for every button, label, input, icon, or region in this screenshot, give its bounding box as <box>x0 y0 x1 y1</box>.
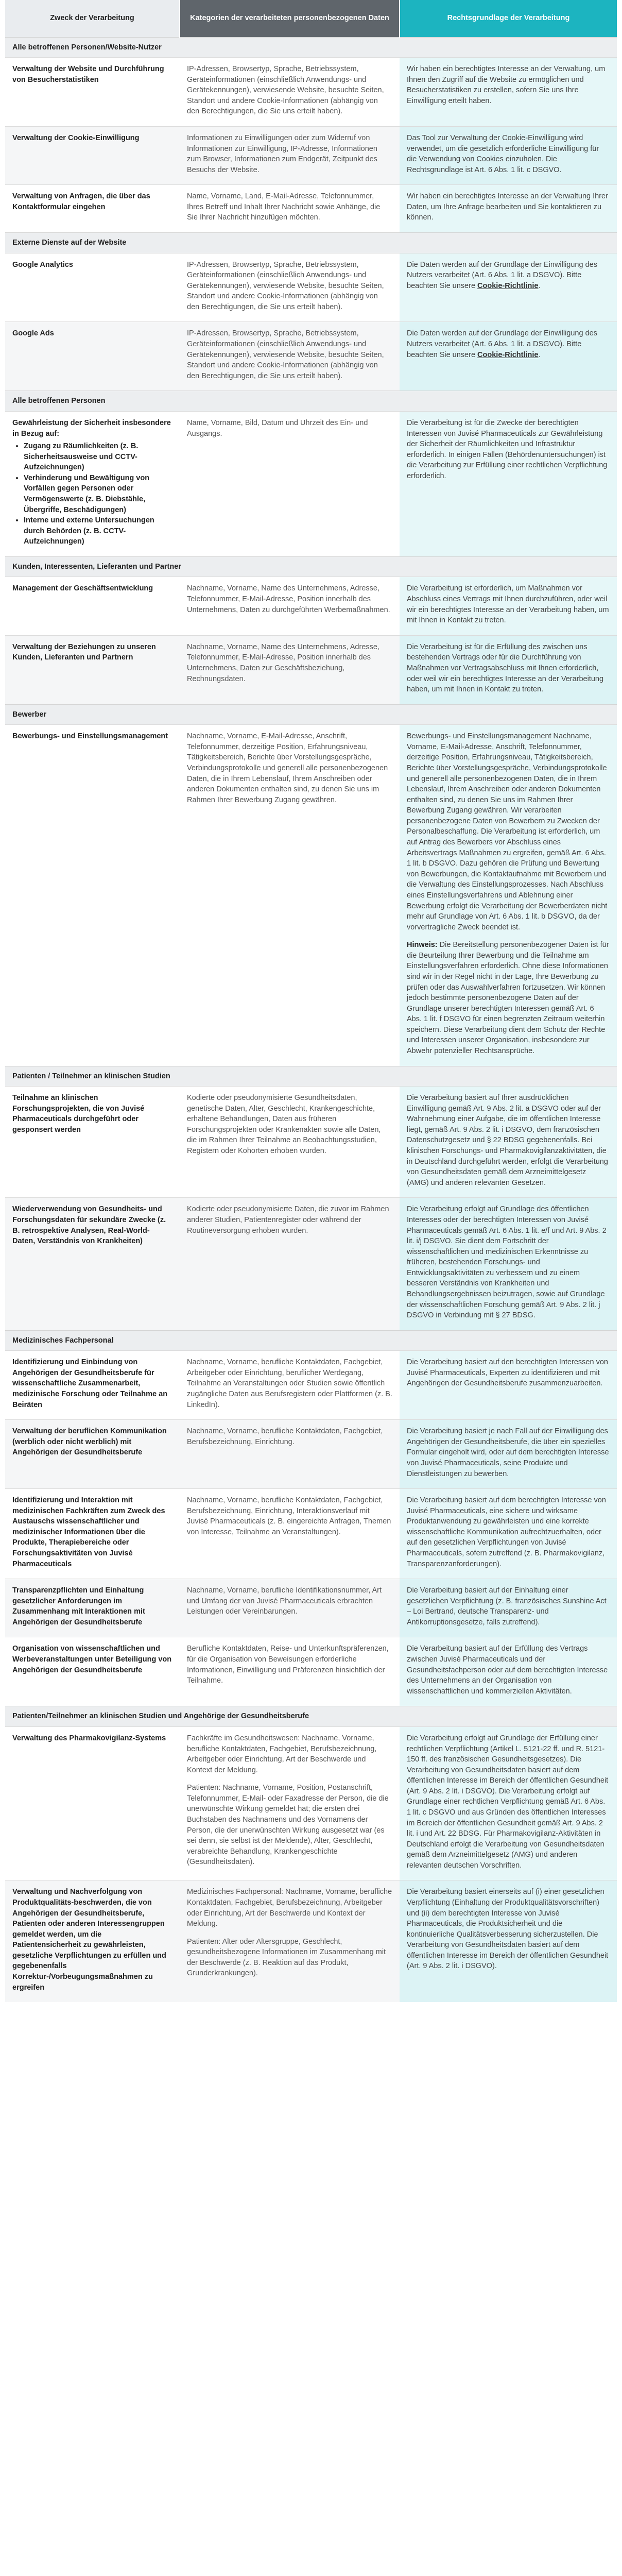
table-row <box>5 1726 617 1880</box>
list-item: • Verhinderung und Bewältigung von Vorfällen gegen Personen oder Vermögenswerte (z. B. Diebstähle, Übergriffe, Beschädigungen) <box>24 473 172 515</box>
list-item: • Interne und externe Untersuchungen durch Behörden (z. B. CCTV-Aufzeichnungen) <box>24 515 172 547</box>
purpose-cell: Organisation von wissenschaftlichen und Werbeveranstaltungen unter Beteiligung von Angehörigen der Gesundheitsberufe <box>5 1637 180 1706</box>
categories-cell: Nachname, Vorname, berufliche Identifikationsnummer, Art und Umfang der von Juvisé Pharmaceuticals erbrachten Leistungen oder Vereinbarungen. <box>180 1579 400 1637</box>
legal-basis-cell: Die Verarbeitung erfolgt auf Grundlage des öffentlichen Interesses oder der berechtigten Interessen von Juvisé Pharmaceuticals gemäß Art. 6 Abs. 1 lit. e/f und Art. 9 Abs. 2 lit. i/j DSGVO. Sie dient dem Fortschritt der wissenschaftlichen und medizinischen Erkenntnisse zu früheren, bestehenden Forschungs- und Entwicklungsaktivitäten zu verbessern und zu einem besseren Verständnis von Krankheiten und Behandlungsergebnissen beizutragen, sowie auf Grundlage der wissenschaftlichen Forschung gemäß Art. 9 Abs. 2 lit. j DSGVO in Verbindung mit § 27 BDSG. <box>400 1198 617 1330</box>
list-item: • Zugang zu Räumlichkeiten (z. B. Sicherheitsausweise und CCTV-Aufzeichnungen) <box>24 441 172 473</box>
section-row <box>5 1330 617 1351</box>
legal-text-end: . <box>538 281 541 290</box>
table-row <box>5 1198 617 1330</box>
section-row <box>5 1706 617 1727</box>
table-row <box>5 1579 617 1637</box>
table-row <box>5 322 617 391</box>
categories-cell: Nachname, Vorname, berufliche Kontaktdaten, Fachgebiet, Berufsbezeichnung, Einrichtung. <box>180 1420 400 1489</box>
section-title: Patienten / Teilnehmer an klinischen Studien <box>5 1066 617 1087</box>
purpose-cell: Verwaltung des Pharmakovigilanz-Systems <box>5 1726 180 1880</box>
categories-cell: Informationen zu Einwilligungen oder zum Widerruf von Informationen zur Einwilligung, IP-Adresse, Informationen zum Browser, Informationen zum Endgerät, Zeitpunkt des Besuchs der Website. <box>180 126 400 184</box>
legal-note <box>407 940 610 1056</box>
section-row <box>5 391 617 412</box>
categories-cell: IP-Adressen, Browsertyp, Sprache, Betriebssystem, Geräteinformationen (einschließlich Anwendungs- und Gerätekennungen), verwiesende Website, besuchte Seiten, Standort und andere Cookie-Informationen (abhängig von den Berechtigungen, die Sie uns erteilt haben). <box>180 253 400 322</box>
categories-cell: Kodierte oder pseudonymisierte Daten, die zuvor im Rahmen anderer Studien, Patientenregister oder während der Routineversorgung erhoben wurden. <box>180 1198 400 1330</box>
categories-cell: IP-Adressen, Browsertyp, Sprache, Betriebssystem, Geräteinformationen (einschließlich Anwendungs- und Gerätekennungen), verwiesende Website, besuchte Seiten, Standort und andere Cookie-Informationen (abhängig von den Berechtigungen, die Sie uns erteilt haben). <box>180 322 400 391</box>
purpose-cell: Verwaltung der Website und Durchführung von Besucherstatistiken <box>5 58 180 127</box>
table-row <box>5 185 617 233</box>
table-row <box>5 635 617 704</box>
table-row <box>5 1880 617 2002</box>
legal-basis-cell: Die Verarbeitung basiert auf der Erfüllung des Vertrags zwischen Juvisé Pharmaceuticals und der Gesundheitsfachperson oder auf dem berechtigten Interesse des Unternehmens an der Organisation von wissenschaftlichen und kommerziellen Aktivitäten. <box>400 1637 617 1706</box>
header-purpose: Zweck der Verarbeitung <box>5 0 180 37</box>
legal-basis-cell: Die Verarbeitung erfolgt auf Grundlage der Erfüllung einer rechtlichen Verpflichtung (Artikel L. 5121-22 ff. und R. 5121-150 ff. des französischen Gesundheitsgesetzes). Die Verarbeitung von Gesundheitsdaten basiert auf dem öffentlichen Interesse im Bereich der öffentlichen Gesundheit (Art. 9 Abs. 2 lit. i DSGVO). Die Verarbeitung erfolgt auf Grundlage einer rechtlichen Verpflichtung gemäß Art. 6 Abs. 1 lit. c DSGVO und aus Gründen des öffentlichen Interesses im Bereich der öffentlichen Gesundheit gemäß Art. 9 Abs. 2 lit. i und Art. 22 BDSG. Für Pharmakovigilanz-Aktivitäten in Deutschland erfolgt die Verarbeitung von Gesundheitsdaten gemäß dem Arzneimittelgesetz (AMG) und anderen relevanten deutschen Vorschriften. <box>400 1726 617 1880</box>
purpose-cell: Google Analytics <box>5 253 180 322</box>
legal-paragraph: Bewerbungs- und Einstellungsmanagement Nachname, Vorname, E-Mail-Adresse, Anschrift, Telefonnummer, derzeitige Position, Erfahrungsniveau, Tätigkeitsbereich, Berichte über Vorstellungsgespräche, Verbindungsprotokolle und generell alle personenbezogenen Daten, die in Ihrem Lebenslauf, Ihrem Anschreiben oder anderen Dokumenten enthalten sind, zu denen Sie uns im Rahmen Ihrer Bewerbung Zugang gewähren. Wir verarbeiten personenbezogene Daten von Bewerbern zu Zwecken der Personalbeschaffung. Die Verarbeitung ist erforderlich, um auf Antrag des Bewerbers vor Abschluss eines Arbeitsvertrags Maßnahmen zu ergreifen, gemäß Art. 6 Abs. 1 lit. b DSGVO. Dazu gehören die Prüfung und Bewertung von Bewerbungen, die Kontaktaufnahme mit Bewerbern und die Verwaltung des Einstellungsprozesses. Nach Abschluss eines Einstellungsverfahrens und Ablehnung einer Bewerbung erfolgt die Verarbeitung der Bewerberdaten nicht mehr auf Grundlage von Art. 6 Abs. 1 lit. b DSGVO, da der vorvertragliche Zweck beendet ist. <box>407 732 608 931</box>
categories-cell: Berufliche Kontaktdaten, Reise- und Unterkunftspräferenzen, für die Organisation von Beweisungen erforderliche Informationen, Einwilligung und Präferenzen hinsichtlich der Teilnahme. <box>180 1637 400 1706</box>
section-row <box>5 37 617 58</box>
legal-basis-cell: Die Verarbeitung ist erforderlich, um Maßnahmen vor Abschluss eines Vertrags mit Ihnen durchzuführen, oder weil wir ein berechtigtes Interesse an der Verarbeitung haben, um mit Ihnen in Kontakt zu treten. <box>400 577 617 635</box>
purpose-cell: Verwaltung der beruflichen Kommunikation (werblich oder nicht werblich) mit Angehörigen der Gesundheitsberufe <box>5 1420 180 1489</box>
legal-basis-cell: Die Verarbeitung ist für die Erfüllung des zwischen uns bestehenden Vertrags oder für die Durchführung von Maßnahmen vor Vertragsabschluss mit Ihnen erforderlich, oder weil wir ein berechtigtes Interesse an der Verarbeitung haben, um mit Ihnen in Kontakt zu treten. <box>400 635 617 704</box>
legal-basis-cell <box>400 725 617 1066</box>
legal-basis-cell: Wir haben ein berechtigtes Interesse an der Verwaltung, um Ihnen den Zugriff auf die Website zu ermöglichen und Besucherstatistiken zu erstellen, sofern Sie uns Ihre Einwilligung erteilt haben. <box>400 58 617 127</box>
section-title: Alle betroffenen Personen <box>5 391 617 412</box>
table-row <box>5 1087 617 1198</box>
legal-basis-cell: Die Verarbeitung basiert auf dem berechtigten Interesse von Juvisé Pharmaceuticals, eine sichere und wirksame Produktanwendung zu gewährleisten und eine korrekte wissenschaftliche Kommunikation aufrechtzuerhalten, oder auf den gesetzlichen Verpflichtungen von Juvisé Pharmaceuticals, sofern zutreffend (z. B. Pharmakovigilanz, Transparenzanforderungen). <box>400 1489 617 1579</box>
categories-paragraph: Medizinisches Fachpersonal: Nachname, Vorname, berufliche Kontaktdaten, Fachgebiet, Berufsbezeichnung, Arbeitgeber oder Einrichtung, Art der Beschwerde und Kontext der Meldung. <box>187 1888 392 1928</box>
section-title: Alle betroffenen Personen/Website-Nutzer <box>5 37 617 58</box>
section-title: Bewerber <box>5 704 617 725</box>
table-row <box>5 126 617 184</box>
purpose-cell: Identifizierung und Interaktion mit medizinischen Fachkräften zum Zweck des Austauschs wissenschaftlicher und medizinischer Informationen über die Produkte, Therapiebereiche oder Forschungsaktivitäten von Juvisé Pharmaceuticals <box>5 1489 180 1579</box>
legal-basis-cell: Das Tool zur Verwaltung der Cookie-Einwilligung wird verwendet, um die gesetzlich erforderliche Einwilligung für die Verwendung von Cookies einzuholen. Die Rechtsgrundlage ist Art. 6 Abs. 1 lit. c DSGVO. <box>400 126 617 184</box>
purpose-cell: Verwaltung der Cookie-Einwilligung <box>5 126 180 184</box>
table-row <box>5 1489 617 1579</box>
categories-cell <box>180 1726 400 1880</box>
table-row <box>5 1420 617 1489</box>
data-processing-table <box>5 0 617 2002</box>
table-row <box>5 253 617 322</box>
table-row <box>5 1637 617 1706</box>
header-categories: Kategorien der verarbeiteten personenbezogenen Daten <box>180 0 400 37</box>
categories-cell: Name, Vorname, Land, E-Mail-Adresse, Telefonnummer, Ihres Betreff und Inhalt Ihrer Nachricht sowie Anhänge, die Sie Ihrer Nachricht hinzufügen möchten. <box>180 185 400 233</box>
legal-basis-cell: Die Verarbeitung basiert auf Ihrer ausdrücklichen Einwilligung gemäß Art. 9 Abs. 2 lit. a DSGVO oder auf der Wahrnehmung einer Aufgabe, die im öffentlichen Interesse liegt, gemäß Art. 9 Abs. 2 lit. i DSGVO, dem französischen Datenschutzgesetz und § 22 BDSG gegebenenfalls. Bei klinischen Forschungs- und Pharmakovigilanzaktivitäten, die in Deutschland durchgeführt werden, erfolgt die Verarbeitung von Gesundheitsdaten gemäß dem Arzneimittelgesetz (AMG) und anderen relevanten Gesetzen. <box>400 1087 617 1198</box>
legal-text-end: . <box>538 350 541 359</box>
table-header-row <box>5 0 617 37</box>
categories-cell: Nachname, Vorname, berufliche Kontaktdaten, Fachgebiet, Arbeitgeber oder Einrichtung, beruflicher Werdegang, Teilnahme an Veranstaltungen oder Studien sowie öffentlich zugängliche Daten aus Berufsregistern oder Plattformen (z. B. LinkedIn). <box>180 1351 400 1420</box>
table-row <box>5 411 617 556</box>
note-text: Die Bereitstellung personenbezogener Daten ist für die Beurteilung Ihrer Bewerbung und die Teilnahme am Einstellungsverfahren erforderlich. Ohne diese Informationen sind wir in der Regel nicht in der Lage, Ihre Bewerbung zu prüfen oder das Auswahlverfahren fortzusetzen. Wir können jedoch bestimmte personenbezogene Daten auf der Grundlage unserer berechtigten Interessen gemäß Art. 6 Abs. 1 lit. f DSGVO für einen begrenzten Zeitraum weiterhin speichern. Diese Verarbeitung dient dem Schutz der Rechte und Interessen unserer Organisation, insbesondere zur Abwehr potenzieller Rechtsansprüche. <box>407 941 609 1056</box>
note-label: Hinweis: <box>407 941 438 950</box>
table-row <box>5 58 617 127</box>
categories-cell: IP-Adressen, Browsertyp, Sprache, Betriebssystem, Geräteinformationen (einschließlich Anwendungs- und Gerätekennungen), verwiesende Website, besuchte Seiten, Standort und andere Cookie-Informationen (abhängig von den Berechtigungen, die Sie uns erteilt haben). <box>180 58 400 127</box>
purpose-cell: Verwaltung und Nachverfolgung von Produktqualitäts-beschwerden, die von Angehörigen der Gesundheitsberufe, Patienten oder anderen Interessengruppen gemeldet werden, um die Patientensicherheit zu gewährleisten, gesetzliche Verpflichtungen zu erfüllen und gegebenenfalls Korrektur-/Vorbeugungsmaßnahmen zu ergreifen <box>5 1880 180 2002</box>
purpose-cell: Teilnahme an klinischen Forschungsprojekten, die von Juvisé Pharmaceuticals durchgeführt oder gesponsert werden <box>5 1087 180 1198</box>
section-title: Medizinisches Fachpersonal <box>5 1330 617 1351</box>
purpose-cell: Management der Geschäftsentwicklung <box>5 577 180 635</box>
categories-cell: Kodierte oder pseudonymisierte Gesundheitsdaten, genetische Daten, Alter, Geschlecht, Krankengeschichte, erhaltene Behandlungen, Daten aus früheren Forschungsprojekten oder Krankenakten sowie alle Daten, die im Rahmen Ihrer Teilnahme an Beobachtungsstudien, Registern oder Kohorten erhoben wurden. <box>180 1087 400 1198</box>
section-title: Kunden, Interessenten, Lieferanten und Partner <box>5 556 617 577</box>
categories-cell: Nachname, Vorname, Name des Unternehmens, Adresse, Telefonnummer, E-Mail-Adresse, Position innerhalb des Unternehmens, Daten zur Geschäftsbeziehung, Rechnungsdaten. <box>180 635 400 704</box>
legal-basis-cell: Die Verarbeitung basiert auf der Einhaltung einer gesetzlichen Verpflichtung (z. B. französisches Sunshine Act – Loi Bertrand, deutsche Transparenz- und Antikorruptionsgesetze, falls zutreffend). <box>400 1579 617 1637</box>
section-title: Patienten/Teilnehmer an klinischen Studien und Angehörige der Gesundheitsberufe <box>5 1706 617 1727</box>
legal-basis-cell <box>400 322 617 391</box>
legal-basis-cell <box>400 253 617 322</box>
legal-basis-cell: Die Verarbeitung basiert auf den berechtigten Interessen von Juvisé Pharmaceuticals, Experten zu identifizieren und mit Angehörigen der Gesundheitsberufe zusammenzuarbeiten. <box>400 1351 617 1420</box>
categories-paragraph: Fachkräfte im Gesundheitswesen: Nachname, Vorname, berufliche Kontaktdaten, Fachgebiet, Berufsbezeichnung, Arbeitgeber oder Einrichtung, Art der Beschwerde und Kontext der Meldung. <box>187 1734 377 1774</box>
legal-text: Die Daten werden auf der Grundlage der Einwilligung des Nutzers verarbeitet (Art. 6 Abs. 1 lit. a DSGVO). Bitte beachten Sie unsere <box>407 260 597 290</box>
section-title: Externe Dienste auf der Website <box>5 233 617 253</box>
purpose-cell: Verwaltung von Anfragen, die über das Kontaktformular eingehen <box>5 185 180 233</box>
section-row <box>5 1066 617 1087</box>
purpose-cell: Transparenzpflichten und Einhaltung gesetzlicher Anforderungen im Zusammenhang mit Interaktionen mit Angehörigen der Gesundheitsberufe <box>5 1579 180 1637</box>
section-row <box>5 556 617 577</box>
categories-cell: Nachname, Vorname, Name des Unternehmens, Adresse, Telefonnummer, E-Mail-Adresse, Position innerhalb des Unternehmens, Daten zu durchgeführten Werbemaßnahmen. <box>180 577 400 635</box>
table-row <box>5 577 617 635</box>
cookie-policy-link[interactable]: Cookie-Richtlinie <box>477 281 539 290</box>
header-legal-basis: Rechtsgrundlage der Verarbeitung <box>400 0 617 37</box>
categories-paragraph: Patienten: Alter oder Altersgruppe, Geschlecht, gesundheitsbezogene Informationen im Zusammenhang mit der Beschwerde (z. B. Reaktion auf das Produkt, Grunderkrankungen). <box>187 1937 386 1978</box>
section-row <box>5 233 617 253</box>
section-row <box>5 704 617 725</box>
table-row <box>5 725 617 1066</box>
categories-cell <box>180 1880 400 2002</box>
legal-basis-cell: Die Verarbeitung basiert je nach Fall auf der Einwilligung des Angehörigen der Gesundheitsberufe, die über ein spezielles Formular eingeholt wird, oder auf dem berechtigten Interesse von Juvisé Pharmaceuticals, seine Produkte und Dienstleistungen zu bewerben. <box>400 1420 617 1489</box>
categories-cell: Name, Vorname, Bild, Datum und Uhrzeit des Ein- und Ausgangs. <box>180 411 400 556</box>
legal-basis-cell: Wir haben ein berechtigtes Interesse an der Verwaltung Ihrer Daten, um Ihre Anfrage bearbeiten und Sie kontaktieren zu können. <box>400 185 617 233</box>
table-row <box>5 1351 617 1420</box>
categories-cell: Nachname, Vorname, E-Mail-Adresse, Anschrift, Telefonnummer, derzeitige Position, Erfahrungsniveau, Tätigkeitsbereich, Berichte über Vorstellungsgespräche, Verbindungsprotokolle und generell alle personenbezogenen Daten, die in Ihrem Lebenslauf, Ihrem Anschreiben oder anderen Dokumenten enthalten sind, zu denen Sie uns im Rahmen Ihrer Bewerbung Zugang gewähren. <box>180 725 400 1066</box>
purpose-cell <box>5 411 180 556</box>
purpose-cell: Bewerbungs- und Einstellungsmanagement <box>5 725 180 1066</box>
purpose-cell: Identifizierung und Einbindung von Angehörigen der Gesundheitsberufe für wissenschaftliche Zusammenarbeit, medizinische Forschung oder Teilnahme an Beiräten <box>5 1351 180 1420</box>
legal-text: Die Daten werden auf der Grundlage der Einwilligung des Nutzers verarbeitet (Art. 6 Abs. 1 lit. a DSGVO). Bitte beachten Sie unsere <box>407 329 597 359</box>
purpose-cell: Google Ads <box>5 322 180 391</box>
categories-paragraph: Patienten: Nachname, Vorname, Position, Postanschrift, Telefonnummer, E-Mail- oder Faxadresse der Person, die die unerwünschte Wirkung gemeldet hat; die ersten drei Buchstaben des Nachnamens und des Vornamens der Person, die der unerwünschten Wirkung ausgesetzt war (es sei denn, sie selbst ist der Meldende), Alter, Geschlecht, verabreichte Behandlung, Krankengeschichte (Gesundheitsdaten). <box>187 1784 389 1867</box>
purpose-cell: Verwaltung der Beziehungen zu unseren Kunden, Lieferanten und Partnern <box>5 635 180 704</box>
purpose-intro: Gewährleistung der Sicherheit insbesondere in Bezug auf: <box>12 418 171 438</box>
cookie-policy-link[interactable]: Cookie-Richtlinie <box>477 350 539 359</box>
categories-cell: Nachname, Vorname, berufliche Kontaktdaten, Fachgebiet, Berufsbezeichnung, Einrichtung, Interaktionsverlauf mit Juvisé Pharmaceuticals (z. B. eingereichte Anfragen, Themen von Interesse, Teilnahme an Veranstaltungen). <box>180 1489 400 1579</box>
purpose-cell: Wiederverwendung von Gesundheits- und Forschungsdaten für sekundäre Zwecke (z. B. retrospektive Analysen, Real-World-Daten, Verständnis von Krankheiten) <box>5 1198 180 1330</box>
security-list <box>24 441 172 547</box>
legal-basis-cell: Die Verarbeitung ist für die Zwecke der berechtigten Interessen von Juvisé Pharmaceuticals zur Gewährleistung der Sicherheit der Räumlichkeiten und Infrastruktur erforderlich. In einigen Fällen (Behördenuntersuchungen) ist die Verarbeitung zur Erfüllung einer rechtlichen Verpflichtung erforderlich. <box>400 411 617 556</box>
legal-basis-cell: Die Verarbeitung basiert einerseits auf (i) einer gesetzlichen Verpflichtung (Einhaltung der Produktqualitätsvorschriften) und (ii) dem berechtigten Interesse von Juvisé Pharmaceuticals, die Produktsicherheit und die kontinuierliche Qualitätsverbesserung sicherzustellen. Die Verarbeitung von Gesundheitsdaten basiert auf dem öffentlichen Interesse im Bereich der öffentlichen Gesundheit (Art. 9 Abs. 2 lit. i DSGVO). <box>400 1880 617 2002</box>
